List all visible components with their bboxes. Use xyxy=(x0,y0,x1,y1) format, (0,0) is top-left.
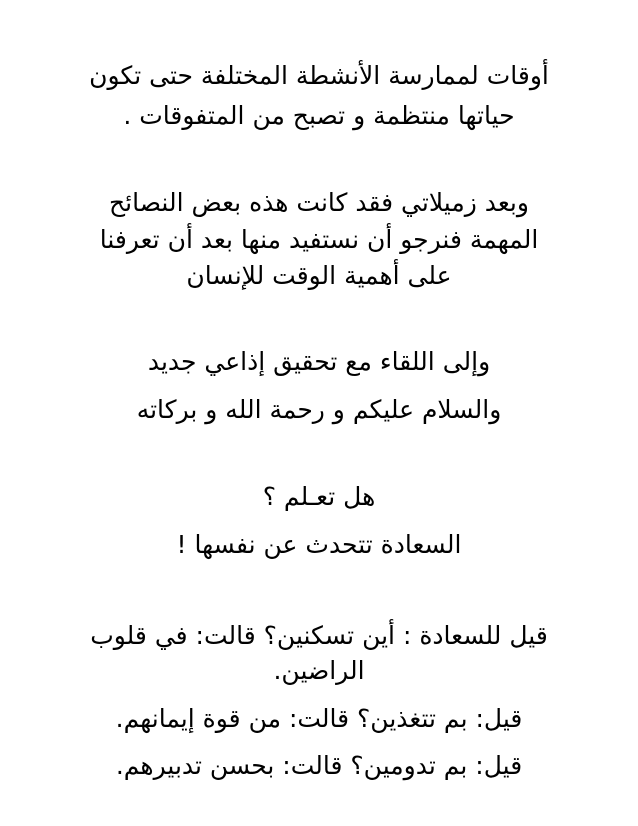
dialogue-line-4: قيل: بم تدومين؟ قالت: بحسن تدبيرهم. xyxy=(115,751,523,780)
intro-line-1: أوقات لممارسة الأنشطة المختلفة حتى تكون xyxy=(89,61,549,90)
intro-line-2: حياتها منتظمة و تصبح من المتفوقات . xyxy=(123,101,515,130)
dialogue-line-2: الراضين. xyxy=(273,656,365,685)
did-you-know-subheading: السعادة تتحدث عن نفسها ! xyxy=(176,530,462,559)
advice-line-1: وبعد زميلاتي فقد كانت هذه بعض النصائح xyxy=(109,188,529,217)
advice-line-3: على أهمية الوقت للإنسان xyxy=(186,261,452,290)
dialogue-line-1: قيل للسعادة : أين تسكنين؟ قالت: في قلوب xyxy=(90,621,548,650)
did-you-know-heading: هل تعـلم ؟ xyxy=(262,482,376,511)
dialogue-line-3: قيل: بم تتغذين؟ قالت: من قوة إيمانهم. xyxy=(115,704,523,733)
closing-line-1: وإلى اللقاء مع تحقيق إذاعي جديد xyxy=(147,347,491,376)
closing-line-2: والسلام عليكم و رحمة الله و بركاته xyxy=(136,395,502,424)
advice-line-2: المهمة فنرجو أن نستفيد منها بعد أن تعرفنا xyxy=(99,225,539,254)
